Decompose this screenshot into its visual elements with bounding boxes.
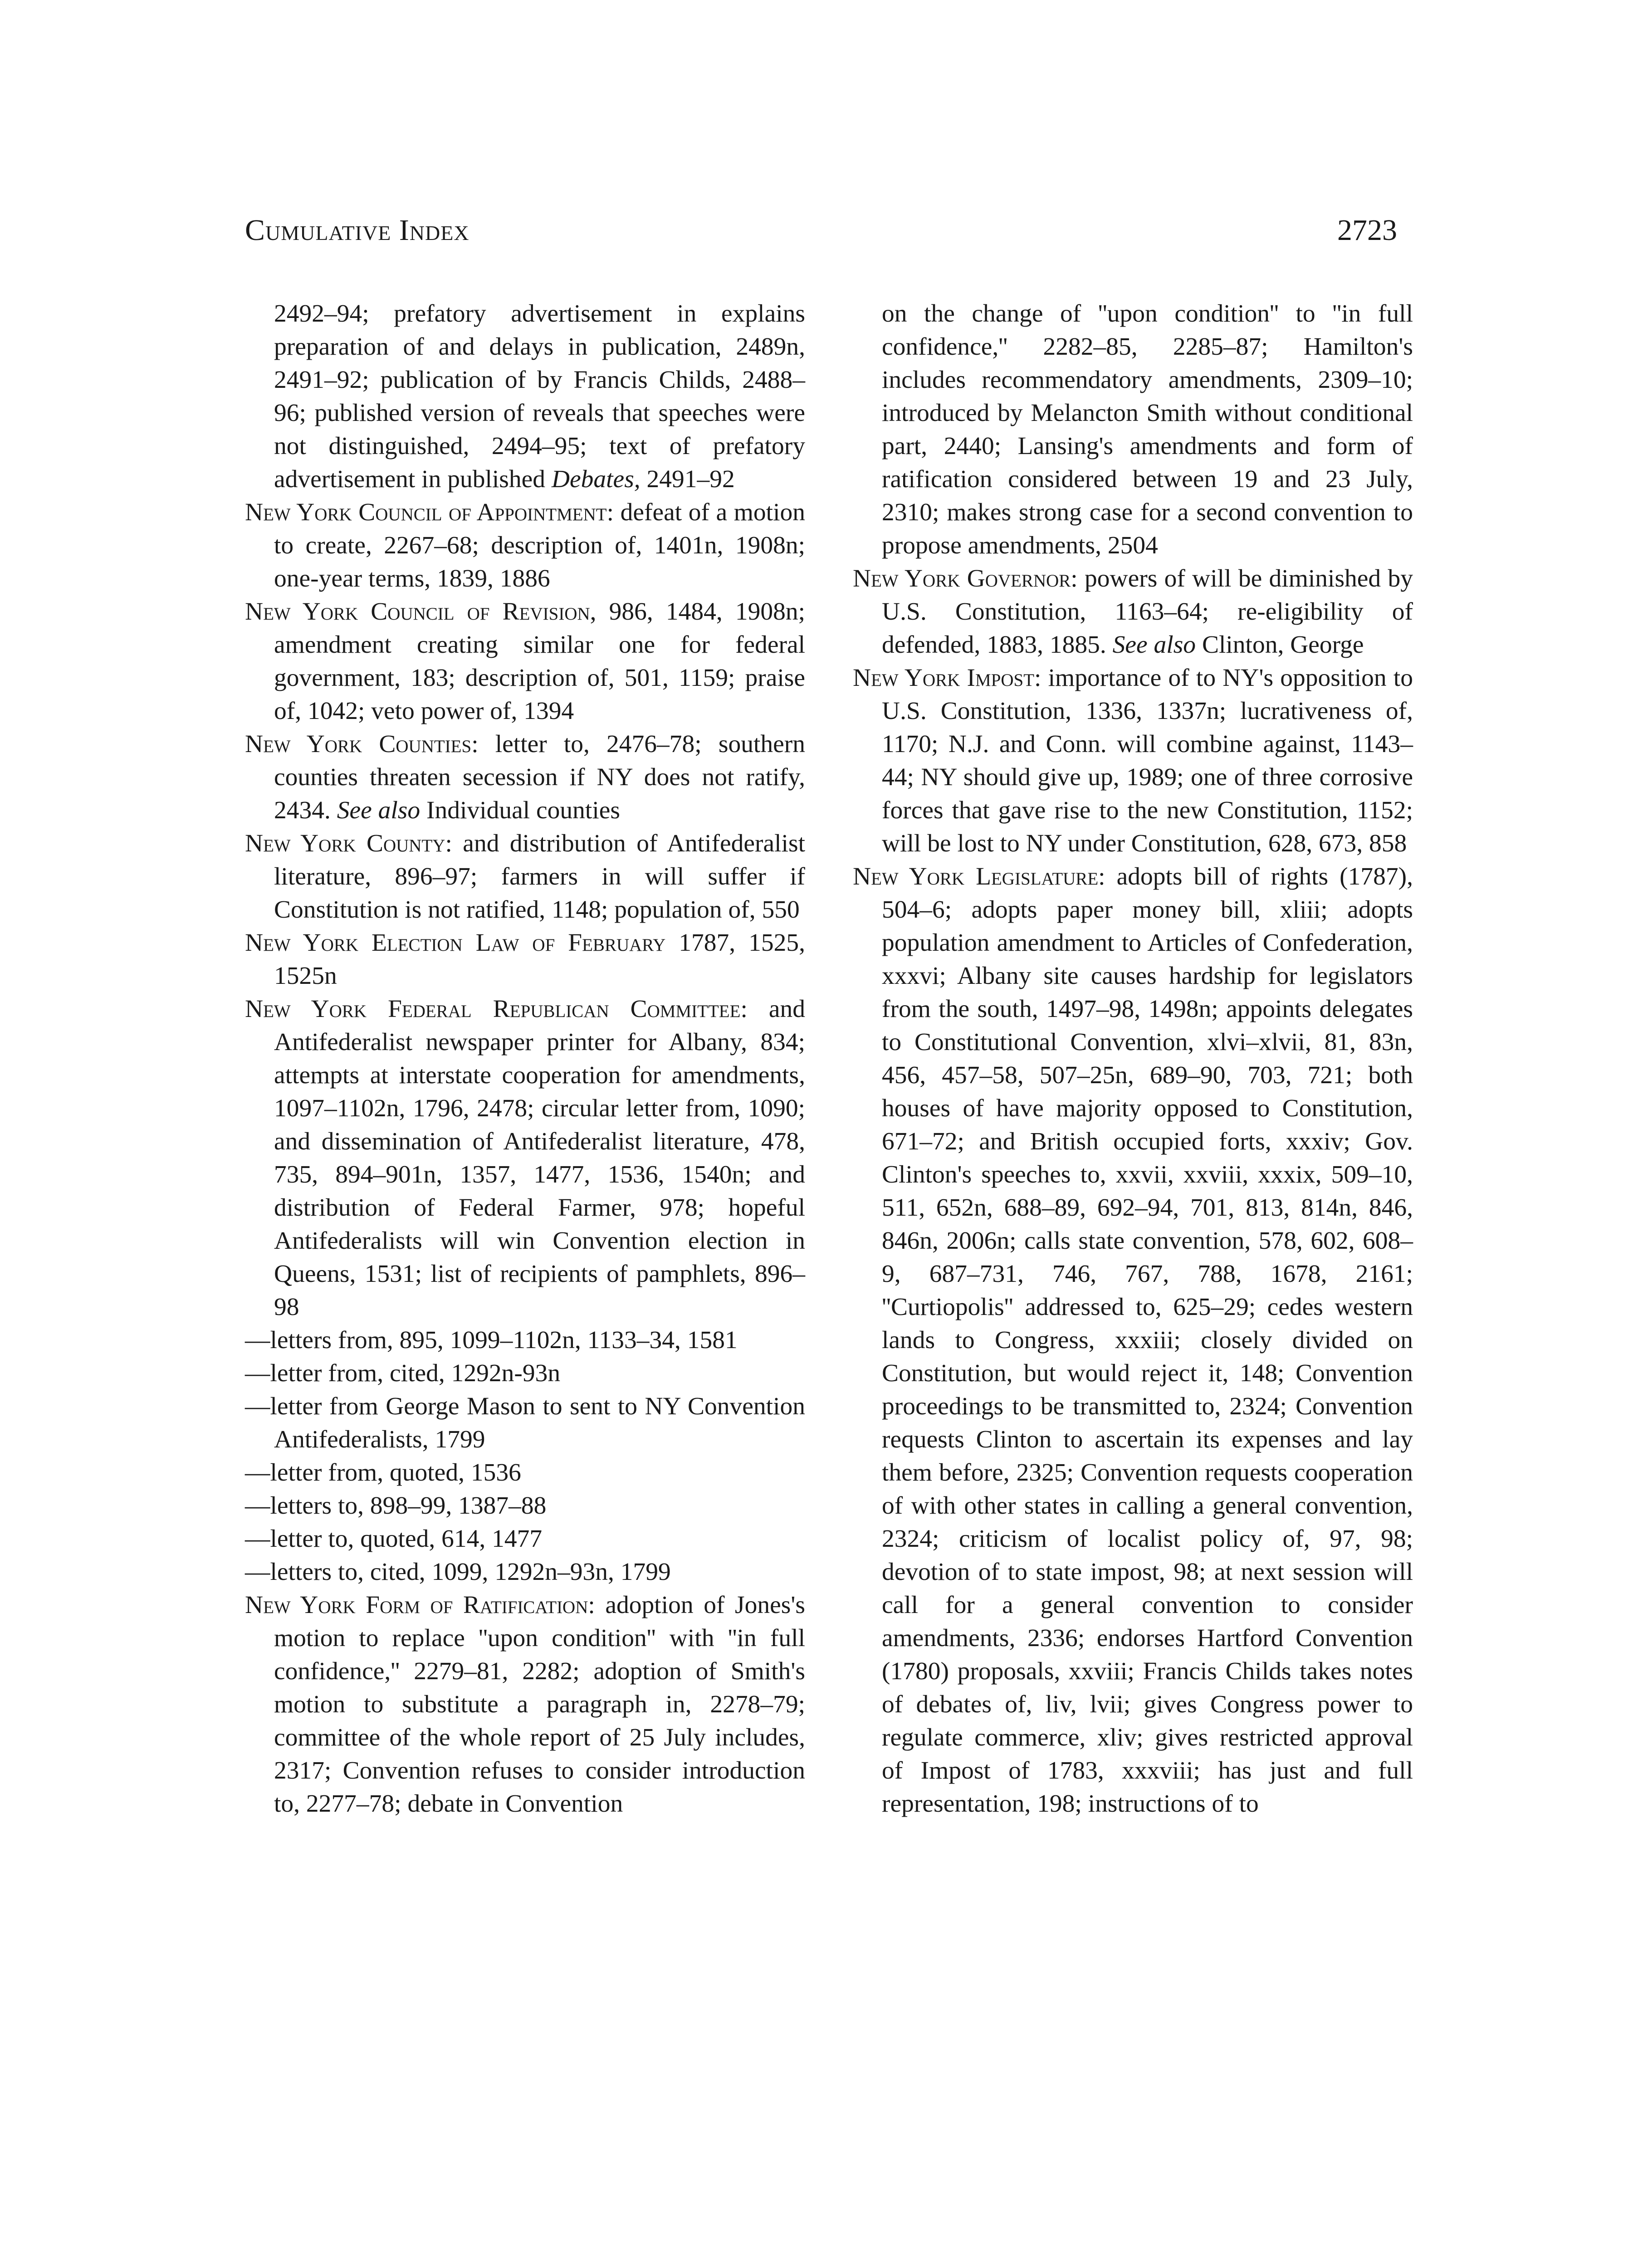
index-entry-impost xyxy=(853,661,1413,860)
continued-entry: on the change of ''upon condition'' to ''in full confidence,'' 2282–85, 2285–87; Hamilton's includes recommendatory amendments, 2309–10; introduced by Melancton Smith without conditional part, 2440; Lansing's amendments and form of ratification considered between 19 and 23 July, 2310; makes strong case for a second convention to propose amendments, 2504 xyxy=(882,300,1413,559)
entry-heading: New York Form of Ratification xyxy=(245,1591,588,1619)
index-entry-legislature xyxy=(853,860,1413,1820)
left-column xyxy=(245,297,805,1820)
entry-text: , 986, 1484, 1908n; amendment creating similar one for federal government, 183; description of, 501, 1159; praise of, 1042; veto power of, 1394 xyxy=(274,598,806,725)
entry-text: : adopts bill of rights (1787), 504–6; adopts paper money bill, xliii; adopts population amendment to Articles of Confederation, xxxvi; Albany site causes hardship for legislators from the south, 1497–98, 1498n; appoints delegates to Constitutional Convention, xlvi–xlvii, 81, 83n, 456, 457–58, 507–25n, 689–90, 703, 721; both houses of have majority opposed to Constitution, 671–72; and British occupied forts, xxxiv; Gov. Clinton's speeches to, xxvii, xxviii, xxxix, 509–10, 511, 652n, 688–89, 692–94, 701, 813, 814n, 846, 846n, 2006n; calls state convention, 578, 602, 608–9, 687–731, 746, 767, 788, 1678, 2161; ''Curtiopolis'' addressed to, 625–29; cedes western lands to Congress, xxxiii; closely divided on Constitution, but would reject it, 148; Convention proceedings to be transmitted to, 2324; Convention requests Clinton to ascertain its expenses and lay them before, 2325; Convention requests cooperation of with other states in calling a general convention, 2324; criticism of localist policy of, 97, 98; devotion of to state impost, 98; at next session will call for a general convention to consider amendments, 2336; endorses Hartford Convention (1780) proposals, xxviii; Francis Childs takes notes of debates of, liv, lvii; gives Congress power to regulate commerce, xliv; gives restricted approval of Impost of 1783, xxxviii; has just and full representation, 198; instructions of to xyxy=(882,863,1413,1818)
see-also: See also xyxy=(1112,631,1196,659)
subentry: —letter from George Mason to sent to NY Convention Antifederalists, 1799 xyxy=(245,1393,805,1453)
see-also-target: Individual counties xyxy=(420,797,621,824)
subentry: —letters to, 898–99, 1387–88 xyxy=(245,1492,547,1520)
index-entry-county xyxy=(245,827,805,926)
entry-text: : letter to, 2476–78; southern counties threaten secession if NY does not ratify, 2434. xyxy=(274,730,805,824)
entry-heading: New York Council of Revision xyxy=(245,598,590,626)
index-entry-governor xyxy=(853,562,1413,661)
index-entry-council-of-revision xyxy=(245,595,805,728)
index-entry-form-of-ratification xyxy=(245,1589,805,1820)
page-number: 2723 xyxy=(1337,214,1397,247)
index-entry-election-law xyxy=(245,926,805,992)
entry-text: : importance of to NY's opposition to U.S. Constitution, 1336, 1337n; lucrativeness of, 1170; N.J. and Conn. will combine against, 1143–44; NY should give up, 1989; one of three corrosive forces that gave rise to the new Constitution, 1152; will be lost to NY under Constitution, 628, 673, 858 xyxy=(882,664,1413,857)
entry-heading: New York Counties xyxy=(245,730,472,758)
see-also-target: Clinton, George xyxy=(1196,631,1364,659)
entry-text: : and Antifederalist newspaper printer for Albany, 834; attempts at interstate cooperation for amendments, 1097–1102n, 1796, 2478; circular letter from, 1090; and dissemination of Antifederalist literature, 478, 735, 894–901n, 1357, 1477, 1536, 1540n; and distribution of Federal Farmer, 978; hopeful Antifederalists will win Convention election in Queens, 1531; list of recipients of pamphlets, 896–98 xyxy=(274,995,805,1321)
index-entry-council-of-appointment xyxy=(245,496,805,595)
running-title: Cumulative Index xyxy=(245,214,469,247)
subentry: —letter from, cited, 1292n-93n xyxy=(245,1359,561,1387)
entry-heading: New York Impost xyxy=(853,664,1035,692)
subentry: —letters from, 895, 1099–1102n, 1133–34, 1581 xyxy=(245,1326,738,1354)
entry-heading: New York County xyxy=(245,830,445,857)
subentry: —letters to, cited, 1099, 1292n–93n, 1799 xyxy=(245,1558,671,1586)
entry-text: : powers of will be diminished by U.S. Constitution, 1163–64; re-eligibility of defended, 1883, 1885. xyxy=(882,565,1413,659)
index-entry-counties xyxy=(245,728,805,827)
subentry: —letter from, quoted, 1536 xyxy=(245,1459,521,1486)
entry-heading: New York Legislature xyxy=(853,863,1099,890)
running-head xyxy=(245,213,1397,263)
right-column xyxy=(853,297,1413,1820)
entry-text: , 1525, 1525n xyxy=(274,929,806,990)
index-entry-federal-republican-committee xyxy=(245,992,805,1324)
entry-heading: New York Council of Appointment xyxy=(245,499,607,526)
entry-heading: New York Election Law of February 1787 xyxy=(245,929,729,957)
subentry: —letter to, quoted, 614, 1477 xyxy=(245,1525,543,1553)
see-also: See also xyxy=(337,797,420,824)
entry-text: : and distribution of Antifederalist literature, 896–97; farmers in will suffer if Constitution is not ratified, 1148; population of, 550 xyxy=(274,830,805,924)
entry-text: : defeat of a motion to create, 2267–68; description of, 1401n, 1908n; one-year terms, 1839, 1886 xyxy=(274,499,805,592)
entry-heading: New York Governor xyxy=(853,565,1071,592)
entry-heading: New York Federal Republican Committee xyxy=(245,995,741,1023)
continued-entry: 2492–94; prefatory advertisement in explains preparation of and delays in publication, 2489n, 2491–92; publication of by Francis Childs, 2488–96; published version of reveals that speeches were not distinguished, 2494–95; text of prefatory advertisement in published Debates, 2491–92 xyxy=(274,300,805,493)
entry-text: : adoption of Jones's motion to replace ''upon condition'' with ''in full confidence,'' 2279–81, 2282; adoption of Smith's motion to substitute a paragraph in, 2278–79; committee of the whole report of 25 July includes, 2317; Convention refuses to consider introduction to, 2277–78; debate in Convention xyxy=(274,1591,805,1818)
